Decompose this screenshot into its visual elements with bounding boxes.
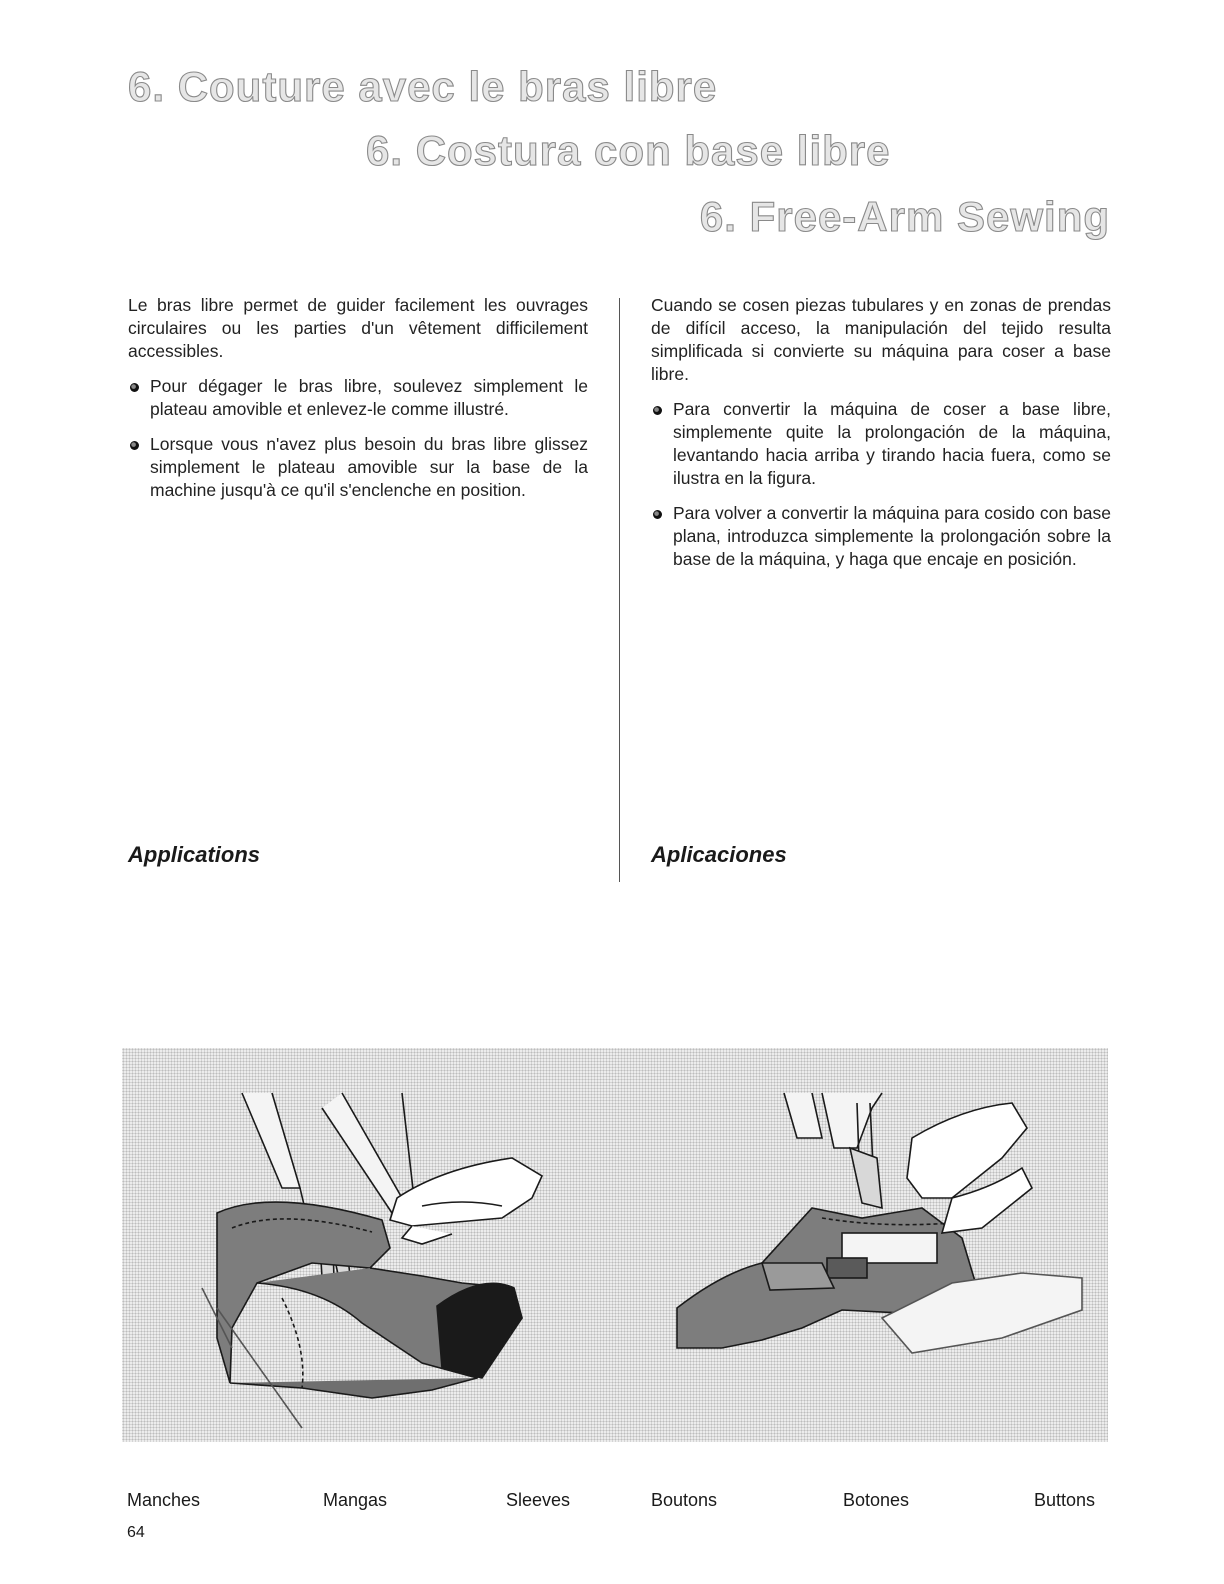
- french-bullet-2-text: Lorsque vous n'avez plus besoin du bras libre glissez simplement le plateau amovible sur la base de la machine jusqu'à ce qu'il s'enclenche en position.: [150, 434, 588, 500]
- spanish-bullet-2-text: Para volver a convertir la máquina para cosido con base plana, introduzca simplemente la prolongación sobre la base de la máquina, y haga que encaje en posición.: [673, 503, 1111, 569]
- illustration-panel: [122, 1048, 1108, 1442]
- button-sewing-illustration: [677, 1093, 1082, 1353]
- spanish-bullet-1-text: Para convertir la máquina de coser a base libre, simplemente quite la prolongación de la máquina, levantando hacia arriba y tirando hacia fuera, como se ilustra en la figura.: [673, 399, 1111, 488]
- page-number: 64: [127, 1524, 145, 1541]
- title-spanish: 6. Costura con base libre: [366, 127, 891, 174]
- french-column: [128, 294, 588, 514]
- caption-boutons: Boutons: [651, 1490, 718, 1510]
- subheading-aplicaciones: Aplicaciones: [651, 842, 787, 867]
- bullet-dot-icon: [653, 406, 662, 415]
- column-divider: [619, 298, 620, 882]
- french-bullet-1: [128, 375, 588, 421]
- caption-mangas: Mangas: [323, 1490, 388, 1510]
- bullet-dot-icon: [653, 510, 662, 519]
- spanish-bullet-2: [651, 502, 1111, 571]
- bullet-dot-icon: [130, 441, 139, 450]
- subheading-applications: Applications: [128, 842, 261, 867]
- sleeve-sewing-illustration: [202, 1093, 542, 1428]
- spanish-column: [651, 294, 1111, 583]
- sewing-illustrations: [122, 1048, 1108, 1442]
- title-french: 6. Couture avec le bras libre: [128, 63, 718, 110]
- spanish-bullet-1: [651, 398, 1111, 490]
- caption-buttons: Buttons: [1034, 1490, 1096, 1510]
- caption-manches: Manches: [127, 1490, 201, 1510]
- bullet-dot-icon: [130, 383, 139, 392]
- caption-botones: Botones: [843, 1490, 910, 1510]
- french-bullet-2: [128, 433, 588, 502]
- french-intro: Le bras libre permet de guider facilement les ouvrages circulaires ou les parties d'un vêtement difficilement accessibles.: [128, 295, 588, 361]
- caption-sleeves: Sleeves: [506, 1490, 571, 1510]
- title-english: 6. Free-Arm Sewing: [699, 193, 1110, 240]
- spanish-intro: Cuando se cosen piezas tubulares y en zonas de prendas de difícil acceso, la manipulación del tejido resulta simplificada si convierte su máquina para coser a base libre.: [651, 295, 1111, 384]
- french-bullet-1-text: Pour dégager le bras libre, soulevez simplement le plateau amovible et enlevez-le comme illustré.: [150, 376, 588, 419]
